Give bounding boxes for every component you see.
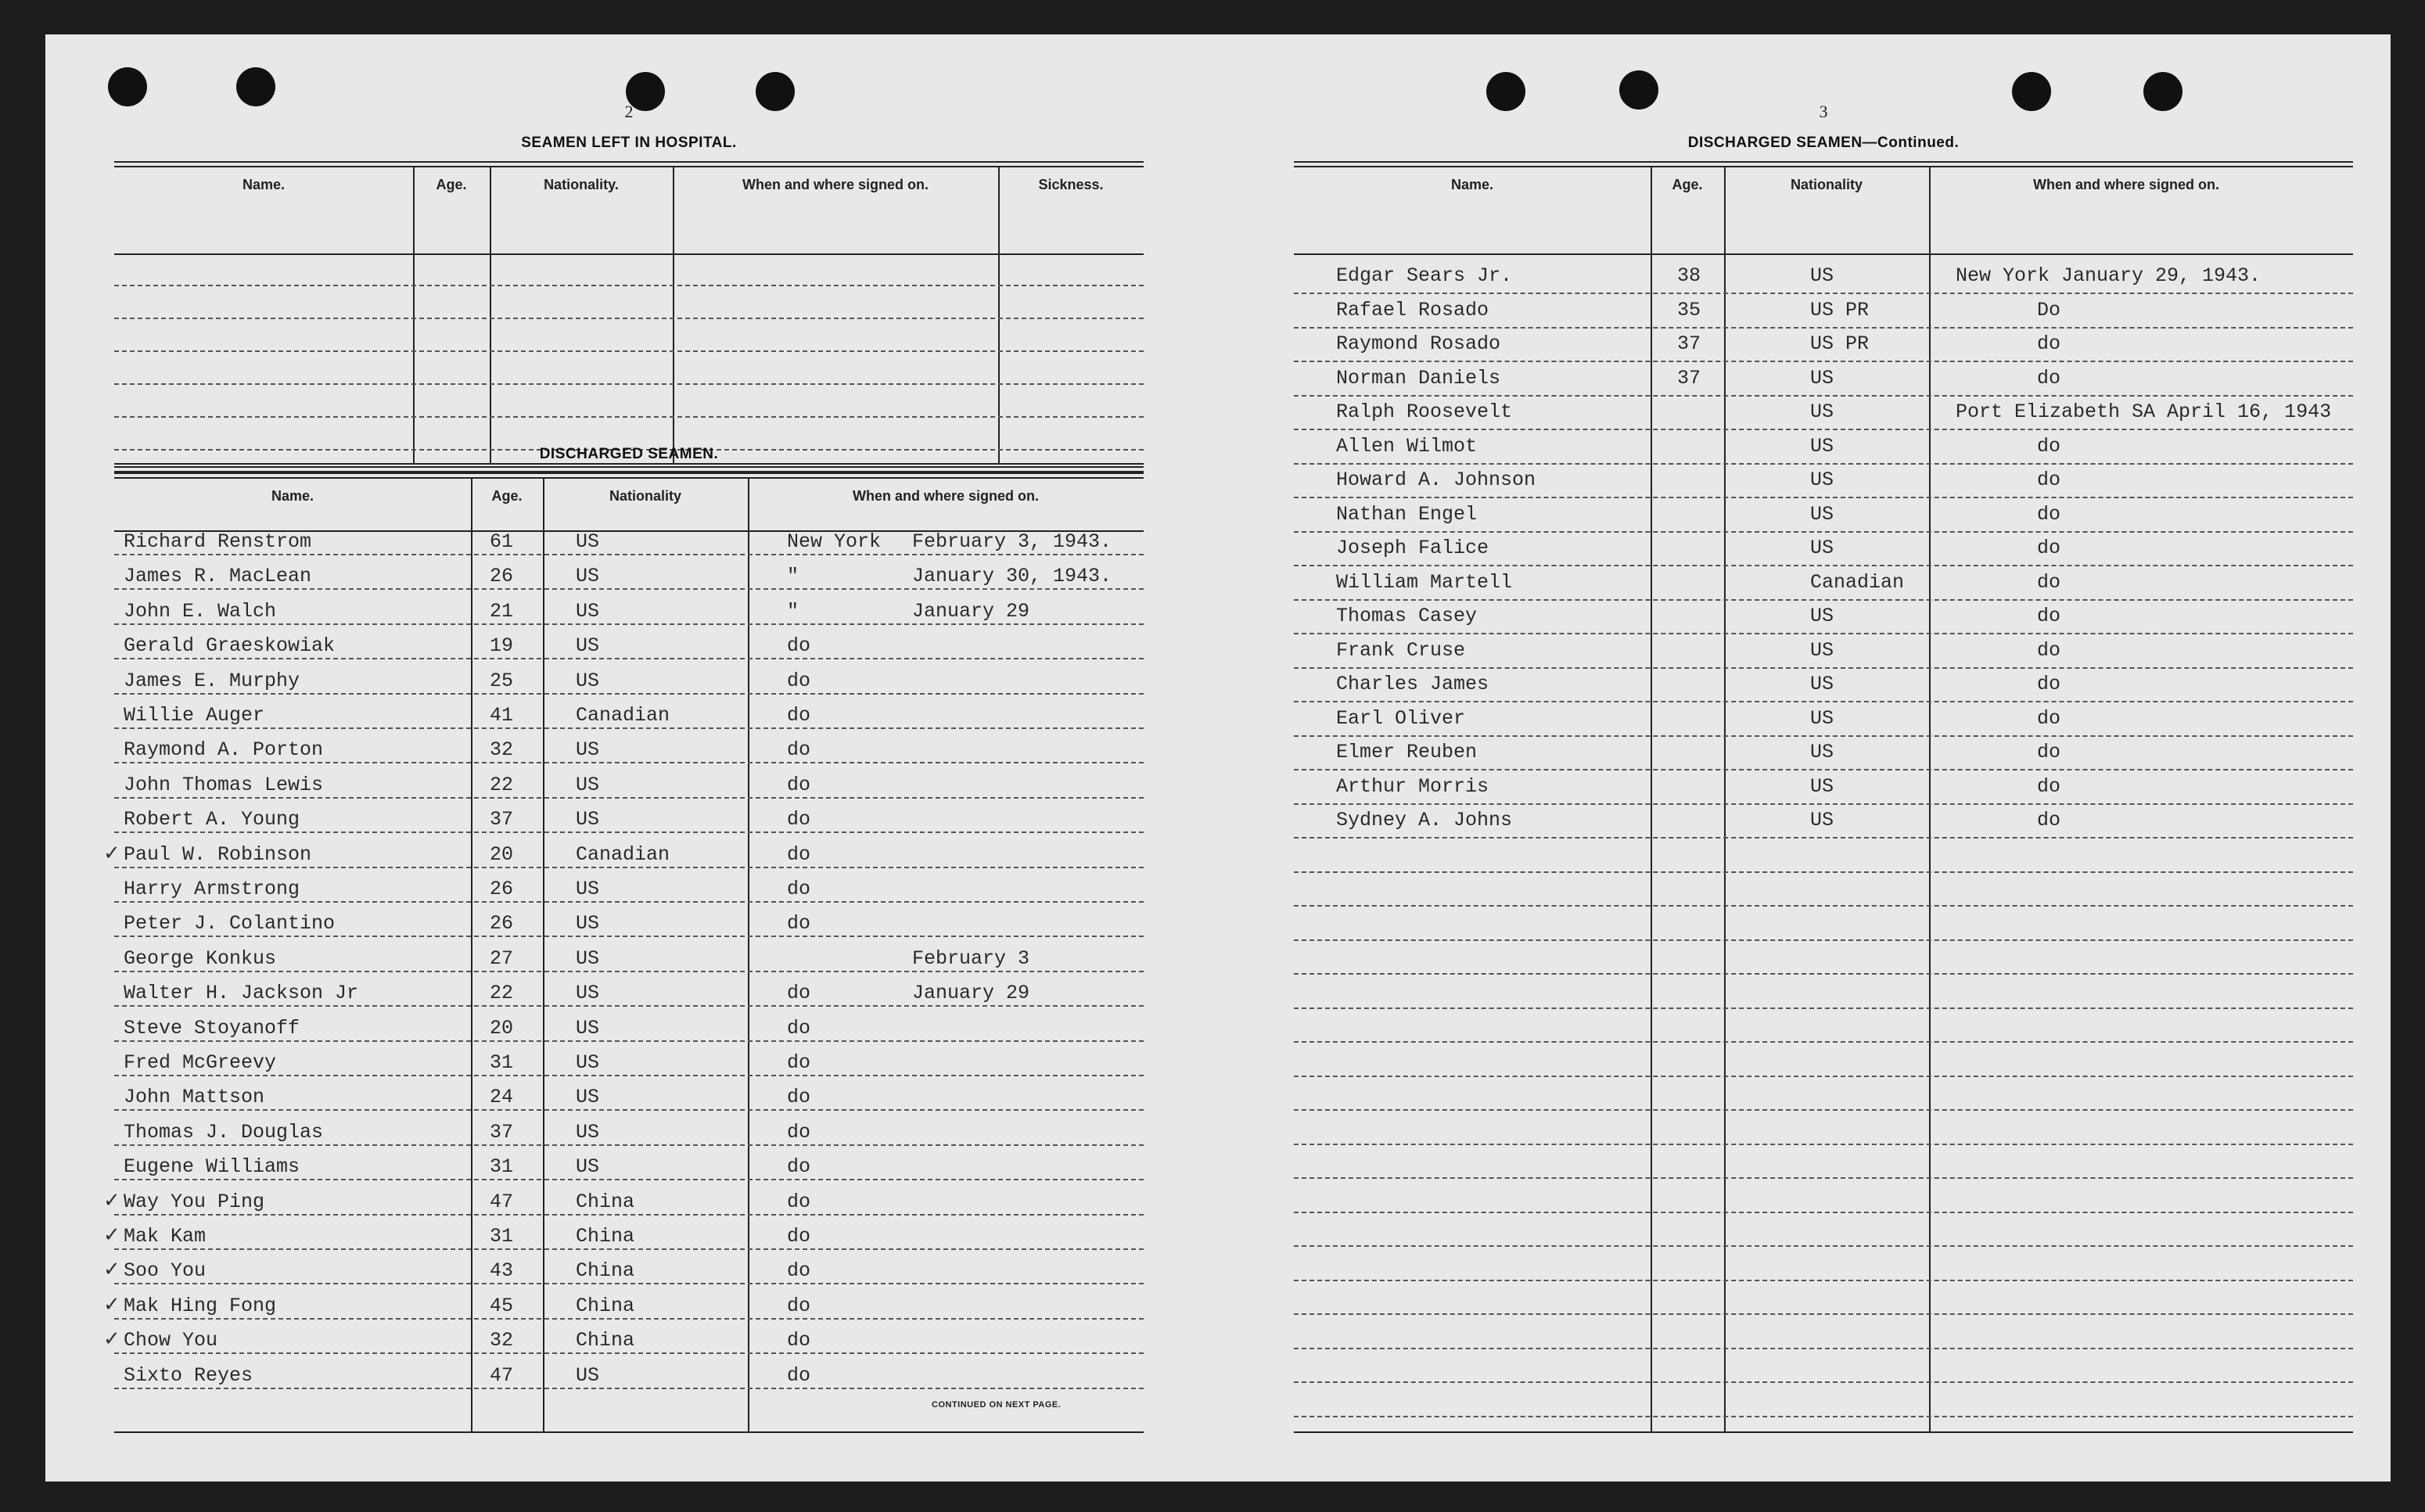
- seaman-name: Mak Kam: [124, 1225, 207, 1248]
- row-line: [1294, 1313, 2353, 1315]
- signed-on-place: do: [787, 982, 811, 1005]
- column-header: Nationality: [1790, 177, 1863, 192]
- seaman-name: Raymond A. Porton: [124, 738, 324, 762]
- seaman-nationality: US: [1810, 502, 1834, 526]
- seaman-name: Way You Ping: [124, 1190, 265, 1213]
- seaman-age: 31: [490, 1225, 514, 1248]
- signed-on-place: do: [787, 1120, 811, 1144]
- seaman-age: 37: [1677, 366, 1701, 390]
- column-header: Age.: [491, 488, 523, 504]
- discharged-continued-table: [1294, 166, 2353, 1431]
- column-divider: [748, 477, 749, 1431]
- seaman-nationality: US: [1810, 434, 1834, 458]
- row-line: [1294, 769, 2353, 770]
- row-line: [1294, 1348, 2353, 1349]
- signed-on-place: do: [787, 1086, 811, 1109]
- seaman-nationality: US: [576, 1016, 600, 1040]
- row-line: [1294, 701, 2353, 702]
- row-line: [1294, 1109, 2353, 1111]
- seaman-age: 37: [1677, 332, 1701, 355]
- hospital-table: [114, 166, 1144, 463]
- row-line: [114, 831, 1144, 833]
- signed-on-place: do: [787, 773, 811, 796]
- row-line: [114, 1144, 1144, 1146]
- seaman-nationality: US: [576, 530, 600, 553]
- column-divider: [998, 166, 1000, 463]
- check-mark-icon: ✓: [103, 1188, 120, 1212]
- section-rule: [114, 466, 1144, 472]
- row-line: [114, 867, 1144, 868]
- seaman-nationality: US: [1810, 366, 1834, 390]
- seaman-age: 21: [490, 599, 514, 623]
- seaman-nationality: US: [1810, 264, 1834, 287]
- seaman-age: 26: [490, 878, 514, 900]
- seaman-name: Howard A. Johnson: [1336, 469, 1536, 491]
- hospital-heading: SEAMEN LEFT IN HOSPITAL.: [521, 135, 737, 151]
- seaman-age: 31: [490, 1155, 514, 1179]
- seaman-name: Robert A. Young: [124, 808, 300, 831]
- seaman-age: 26: [490, 912, 514, 936]
- seaman-nationality: US: [576, 1120, 600, 1144]
- discharged-continued-heading: DISCHARGED SEAMEN—Continued.: [1687, 135, 1960, 151]
- column-header: When and where signed on.: [742, 177, 929, 192]
- seaman-name: Chow You: [124, 1329, 218, 1352]
- row-line: [114, 1388, 1144, 1389]
- seaman-age: 22: [490, 982, 514, 1005]
- row-line: [114, 1005, 1144, 1007]
- row-line: [114, 285, 1144, 286]
- column-header: Name.: [1450, 177, 1494, 192]
- seaman-name: Rafael Rosado: [1336, 298, 1489, 321]
- seaman-nationality: US: [576, 808, 600, 831]
- row-line: [114, 693, 1144, 695]
- row-line: [114, 901, 1144, 903]
- column-divider: [543, 477, 544, 1431]
- table-bottom-rule: [114, 463, 1144, 465]
- row-line: [1294, 973, 2353, 975]
- row-line: [1294, 1041, 2353, 1043]
- signed-on-place: do: [787, 878, 811, 900]
- seaman-nationality: US: [576, 912, 600, 936]
- seaman-age: 47: [490, 1363, 514, 1387]
- seaman-name: Allen Wilmot: [1336, 434, 1478, 458]
- seaman-nationality: US PR: [1810, 298, 1870, 321]
- seaman-nationality: US: [1810, 706, 1834, 730]
- signed-on-place: do: [787, 912, 811, 936]
- seaman-name: Edgar Sears Jr.: [1336, 264, 1513, 287]
- seaman-name: Willie Auger: [124, 704, 265, 727]
- seaman-name: Steve Stoyanoff: [124, 1016, 300, 1040]
- column-header: Sickness.: [1038, 177, 1104, 192]
- seaman-age: 31: [490, 1051, 514, 1074]
- row-line: [114, 318, 1144, 319]
- seaman-name: Thomas Casey: [1336, 605, 1478, 627]
- seaman-name: Joseph Falice: [1336, 537, 1489, 559]
- seaman-name: Nathan Engel: [1336, 502, 1478, 526]
- seaman-name: Peter J. Colantino: [124, 912, 336, 936]
- signed-on: do: [2037, 537, 2061, 559]
- column-header: Nationality.: [544, 177, 619, 192]
- right-page: [1294, 34, 2353, 1481]
- seaman-nationality: Canadian: [576, 842, 670, 866]
- column-header: Name.: [271, 488, 314, 504]
- seaman-age: 32: [490, 1329, 514, 1352]
- document-sheet: [45, 34, 2391, 1481]
- seaman-name: Mak Hing Fong: [124, 1294, 277, 1317]
- seaman-name: John E. Walch: [124, 599, 277, 623]
- seaman-name: Norman Daniels: [1336, 366, 1501, 390]
- row-line: [114, 971, 1144, 972]
- row-line: [1294, 1144, 2353, 1145]
- seaman-nationality: US: [1810, 400, 1834, 423]
- seaman-nationality: US: [576, 738, 600, 762]
- signed-on-place: do: [787, 808, 811, 831]
- seaman-name: Fred McGreevy: [124, 1051, 277, 1074]
- column-divider: [1651, 166, 1652, 1431]
- signed-on-place: do: [787, 1016, 811, 1040]
- seaman-nationality: US: [1810, 537, 1834, 559]
- check-mark-icon: ✓: [103, 1258, 120, 1282]
- seaman-name: Harry Armstrong: [124, 878, 300, 900]
- row-line: [114, 350, 1144, 352]
- row-line: [1294, 531, 2353, 533]
- signed-on: do: [2037, 638, 2061, 662]
- discharged-table: [103, 477, 1144, 1431]
- signed-on: do: [2037, 809, 2061, 831]
- header-rule: [1294, 253, 2353, 255]
- row-line: [1294, 1245, 2353, 1247]
- row-line: [114, 936, 1144, 937]
- row-line: [114, 1109, 1144, 1111]
- signed-on-place: do: [787, 1329, 811, 1352]
- seaman-name: Walter H. Jackson Jr: [124, 982, 359, 1005]
- signed-on-place: do: [787, 669, 811, 692]
- signed-on-date: January 29: [912, 982, 1030, 1005]
- seaman-age: 45: [490, 1294, 514, 1317]
- seaman-name: Richard Renstrom: [124, 530, 312, 553]
- seaman-name: Paul W. Robinson: [124, 842, 312, 866]
- signed-on: do: [2037, 469, 2061, 491]
- column-header: When and where signed on.: [2032, 177, 2220, 192]
- signed-on: do: [2037, 502, 2061, 526]
- signed-on-place: New York: [787, 530, 882, 553]
- discharged-heading: DISCHARGED SEAMEN.: [539, 446, 719, 462]
- row-line: [114, 383, 1144, 385]
- row-line: [114, 1040, 1144, 1042]
- row-line: [114, 623, 1144, 625]
- row-line: [114, 658, 1144, 659]
- seaman-nationality: US: [576, 1363, 600, 1387]
- seaman-age: 32: [490, 738, 514, 762]
- column-header: Name.: [242, 177, 286, 192]
- signed-on-place: ": [787, 565, 799, 588]
- signed-on: New York January 29, 1943.: [1956, 264, 2262, 287]
- seaman-name: Sixto Reyes: [124, 1363, 253, 1387]
- row-line: [1294, 497, 2353, 498]
- seaman-nationality: US: [1810, 673, 1834, 695]
- seaman-name: Charles James: [1336, 673, 1489, 695]
- left-page: [103, 34, 1144, 1481]
- table-bottom-rule: [114, 1431, 1144, 1433]
- seaman-nationality: US: [576, 565, 600, 588]
- row-line: [114, 1283, 1144, 1284]
- seaman-age: 24: [490, 1086, 514, 1109]
- row-line: [1294, 1212, 2353, 1213]
- seaman-nationality: China: [576, 1225, 635, 1248]
- signed-on: do: [2037, 741, 2061, 763]
- row-line: [1294, 871, 2353, 873]
- seaman-name: James R. MacLean: [124, 565, 312, 588]
- seaman-nationality: US: [576, 946, 600, 970]
- signed-on: do: [2037, 570, 2061, 594]
- seaman-age: 22: [490, 773, 514, 796]
- seaman-name: Earl Oliver: [1336, 706, 1466, 730]
- seaman-name: William Martell: [1336, 570, 1513, 594]
- column-divider: [490, 166, 491, 463]
- row-line: [114, 554, 1144, 555]
- check-mark-icon: ✓: [103, 1292, 120, 1316]
- signed-on: do: [2037, 366, 2061, 390]
- row-line: [1294, 905, 2353, 907]
- signed-on-place: do: [787, 738, 811, 762]
- signed-on: do: [2037, 332, 2061, 355]
- seaman-age: 26: [490, 565, 514, 588]
- signed-on-place: do: [787, 1259, 811, 1283]
- row-line: [1294, 327, 2353, 329]
- check-mark-icon: ✓: [103, 1223, 120, 1247]
- signed-on-place: do: [787, 1294, 811, 1317]
- seaman-name: Arthur Morris: [1336, 774, 1489, 798]
- row-line: [114, 1179, 1144, 1180]
- seaman-age: 61: [490, 530, 514, 553]
- row-line: [1294, 565, 2353, 566]
- row-line: [1294, 1280, 2353, 1281]
- signed-on-place: do: [787, 704, 811, 727]
- signed-on-date: January 29: [912, 599, 1030, 623]
- seaman-nationality: China: [576, 1294, 635, 1317]
- seaman-name: Sydney A. Johns: [1336, 809, 1513, 831]
- signed-on: do: [2037, 774, 2061, 798]
- row-line: [1294, 1416, 2353, 1417]
- row-line: [114, 416, 1144, 418]
- row-line: [114, 797, 1144, 799]
- row-line: [1294, 395, 2353, 397]
- row-line: [1294, 803, 2353, 805]
- seaman-nationality: US: [576, 1155, 600, 1179]
- seaman-name: Frank Cruse: [1336, 638, 1466, 662]
- column-divider: [1724, 166, 1726, 1431]
- seaman-name: James E. Murphy: [124, 669, 300, 692]
- row-line: [114, 1318, 1144, 1320]
- row-line: [1294, 463, 2353, 465]
- row-line: [1294, 599, 2353, 601]
- check-mark-icon: ✓: [103, 841, 120, 865]
- seaman-nationality: China: [576, 1190, 635, 1213]
- seaman-age: 38: [1677, 264, 1701, 287]
- seaman-age: 19: [490, 634, 514, 658]
- signed-on-place: do: [787, 1155, 811, 1179]
- signed-on-place: do: [787, 1190, 811, 1213]
- seaman-nationality: US: [576, 982, 600, 1005]
- row-line: [1294, 735, 2353, 737]
- seaman-age: 35: [1677, 298, 1701, 321]
- row-line: [1294, 429, 2353, 430]
- seaman-nationality: US PR: [1810, 332, 1870, 355]
- column-header: Age.: [436, 177, 467, 192]
- seaman-name: Thomas J. Douglas: [124, 1120, 324, 1144]
- row-line: [1294, 293, 2353, 294]
- check-mark-icon: ✓: [103, 1327, 120, 1352]
- seaman-age: 41: [490, 704, 514, 727]
- seaman-nationality: US: [576, 773, 600, 796]
- row-line: [114, 1248, 1144, 1250]
- signed-on: do: [2037, 605, 2061, 627]
- row-line: [114, 727, 1144, 729]
- row-line: [1294, 667, 2353, 669]
- seaman-name: John Mattson: [124, 1086, 265, 1109]
- row-line: [114, 762, 1144, 763]
- row-line: [1294, 633, 2353, 634]
- seaman-nationality: US: [1810, 469, 1834, 491]
- row-line: [1294, 837, 2353, 839]
- row-line: [1294, 1076, 2353, 1077]
- seaman-name: John Thomas Lewis: [124, 773, 324, 796]
- seaman-nationality: Canadian: [1810, 570, 1905, 594]
- signed-on-place: do: [787, 634, 811, 658]
- seaman-nationality: US: [1810, 741, 1834, 763]
- row-line: [1294, 361, 2353, 362]
- continued-note: CONTINUED ON NEXT PAGE.: [932, 1400, 1062, 1410]
- column-header: Nationality: [609, 488, 681, 504]
- signed-on-date: February 3, 1943.: [912, 530, 1112, 553]
- seaman-nationality: US: [576, 1051, 600, 1074]
- signed-on: do: [2037, 434, 2061, 458]
- seaman-age: 27: [490, 946, 514, 970]
- header-rule: [114, 253, 1144, 255]
- seaman-age: 25: [490, 669, 514, 692]
- seaman-age: 47: [490, 1190, 514, 1213]
- seaman-age: 43: [490, 1259, 514, 1283]
- signed-on-place: do: [787, 1225, 811, 1248]
- signed-on-place: do: [787, 842, 811, 866]
- column-divider: [413, 166, 415, 463]
- signed-on: Port Elizabeth SA April 16, 1943: [1956, 400, 2332, 423]
- row-line: [1294, 1007, 2353, 1009]
- signed-on-date: February 3: [912, 946, 1030, 970]
- column-divider: [471, 477, 472, 1431]
- seaman-name: Elmer Reuben: [1336, 741, 1478, 763]
- seaman-nationality: US: [1810, 774, 1834, 798]
- seaman-age: 20: [490, 842, 514, 866]
- seaman-nationality: US: [1810, 638, 1834, 662]
- seaman-name: George Konkus: [124, 946, 277, 970]
- seaman-age: 37: [490, 1120, 514, 1144]
- column-header: Age.: [1672, 177, 1703, 192]
- seaman-name: Gerald Graeskowiak: [124, 634, 336, 658]
- row-line: [1294, 939, 2353, 941]
- seaman-name: Eugene Williams: [124, 1155, 300, 1179]
- column-header: When and where signed on.: [852, 488, 1040, 504]
- seaman-nationality: US: [576, 634, 600, 658]
- seaman-name: Soo You: [124, 1259, 207, 1283]
- column-divider: [1929, 166, 1931, 1431]
- row-line: [114, 588, 1144, 590]
- row-line: [114, 1214, 1144, 1216]
- signed-on: Do: [2037, 298, 2061, 321]
- seaman-age: 37: [490, 808, 514, 831]
- seaman-nationality: China: [576, 1329, 635, 1352]
- signed-on-place: do: [787, 1363, 811, 1387]
- seaman-nationality: US: [1810, 809, 1834, 831]
- seaman-name: Raymond Rosado: [1336, 332, 1501, 355]
- row-line: [1294, 1381, 2353, 1383]
- row-line: [1294, 1177, 2353, 1179]
- seaman-nationality: Canadian: [576, 704, 670, 727]
- signed-on: do: [2037, 673, 2061, 695]
- seaman-nationality: China: [576, 1259, 635, 1283]
- seaman-nationality: US: [576, 1086, 600, 1109]
- seaman-age: 20: [490, 1016, 514, 1040]
- signed-on: do: [2037, 706, 2061, 730]
- seaman-nationality: US: [576, 599, 600, 623]
- signed-on-place: do: [787, 1051, 811, 1074]
- seaman-nationality: US: [576, 669, 600, 692]
- signed-on-place: ": [787, 599, 799, 623]
- row-line: [114, 1075, 1144, 1076]
- column-divider: [673, 166, 674, 463]
- seaman-nationality: US: [1810, 605, 1834, 627]
- page-number: 3: [1819, 102, 1828, 121]
- page-number: 2: [624, 102, 634, 121]
- table-bottom-rule: [1294, 1431, 2353, 1433]
- seaman-name: Ralph Roosevelt: [1336, 400, 1513, 423]
- signed-on-date: January 30, 1943.: [912, 565, 1112, 588]
- row-line: [114, 1352, 1144, 1354]
- seaman-nationality: US: [576, 878, 600, 900]
